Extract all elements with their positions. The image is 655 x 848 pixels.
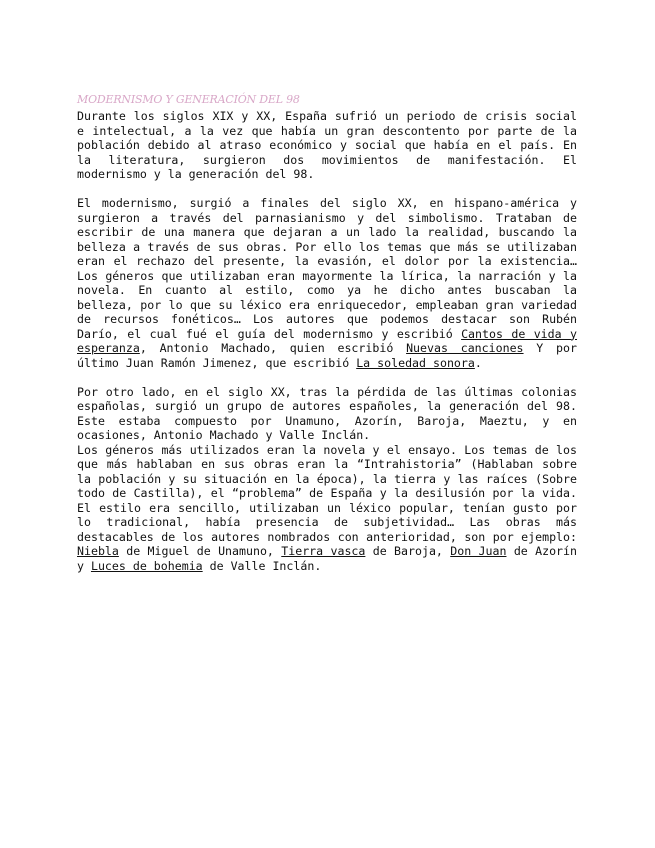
paragraph-text: de Valle Inclán. [202,558,322,573]
paragraph-generacion-98: Por otro lado, en el siglo XX, tras la pérdida de las últimas colonias españolas, surgió un grupo de autores españoles, la generación del 98. Este estaba compuesto por Unamuno, Azorín, Baroja, Maeztu, y en ocasiones, Antonio Machado y Valle Inclán. [77,384,577,442]
paragraph-intro: Durante los siglos XIX y XX, España sufrió un periodo de crisis social e intelectual, a la vez que había un gran descontento por parte de la población debido al atraso económico y social que había en el país. En la literatura, surgieron dos movimientos de manifestación. El modernismo y la generación del 98. [77,109,577,181]
paragraph-text: , Antonio Machado, quien escribió [139,341,407,355]
book-title-niebla: Niebla [77,544,119,558]
paragraph-modernismo [77,196,577,370]
paragraph-text: de Azorín y [77,544,577,573]
book-title-tierra-vasca: Tierra vasca [281,544,366,558]
paragraph-text: de Baroja, [365,544,451,558]
document-page [77,93,577,588]
book-title-nuevas-canciones: Nuevas canciones [406,341,524,355]
paragraph-generacion-98-details [77,443,577,574]
book-title-don-juan: Don Juan [450,544,507,558]
document-title: MODERNISMO Y GENERACIÓN DEL 98 [77,93,300,106]
book-title-luces-de-bohemia: Luces de bohemia [90,558,203,573]
paragraph-text: . [474,355,482,370]
paragraph-text: de Miguel de Unamuno, [118,544,282,558]
book-title-la-soledad-sonora: La soledad sonora [356,355,475,370]
paragraph-text: Los géneros más utilizados eran la novela y el ensayo. Los temas de los que más hablaban en sus obras eran la “Intrahistoria” (Hablaban sobre la población y su situación en la época), la tierra y las raíces (Sobre todo de Castilla), el “problema” de España y la desilusión por la vida. El estilo era sencillo, utilizaban un léxico popular, tenían gusto por lo tradicional, había presencia de subjetividad… Las obras más destacables de los autores nombrados con anterioridad, son por ejemplo: [77,442,577,544]
book-title-cantos-de-vida: Cantos de vida y esperanza [77,326,577,355]
paragraph-text: Y por último Juan Ramón Jimenez, que escribió [77,341,577,370]
paragraph-text: El modernismo, surgió a finales del siglo XX, en hispano-américa y surgieron a través del parnasianismo y del simbolismo. Trataban de escribir de una manera que dejaran a un lado la realidad, buscando la belleza a través de sus obras. Por ello los temas que más se utilizaban eran el rechazo del presente, la evasión, el dolor por la existencia… Los géneros que utilizaban eran mayormente la lírica, la narración y la novela. En cuanto al estilo, como ya he dicho antes buscaban la belleza, por lo que su léxico era enriquecedor, empleaban gran variedad de recursos fonéticos… Los autores que podemos destacar son Rubén Darío, el cual fué el guía del modernismo y escribió [77,196,577,341]
